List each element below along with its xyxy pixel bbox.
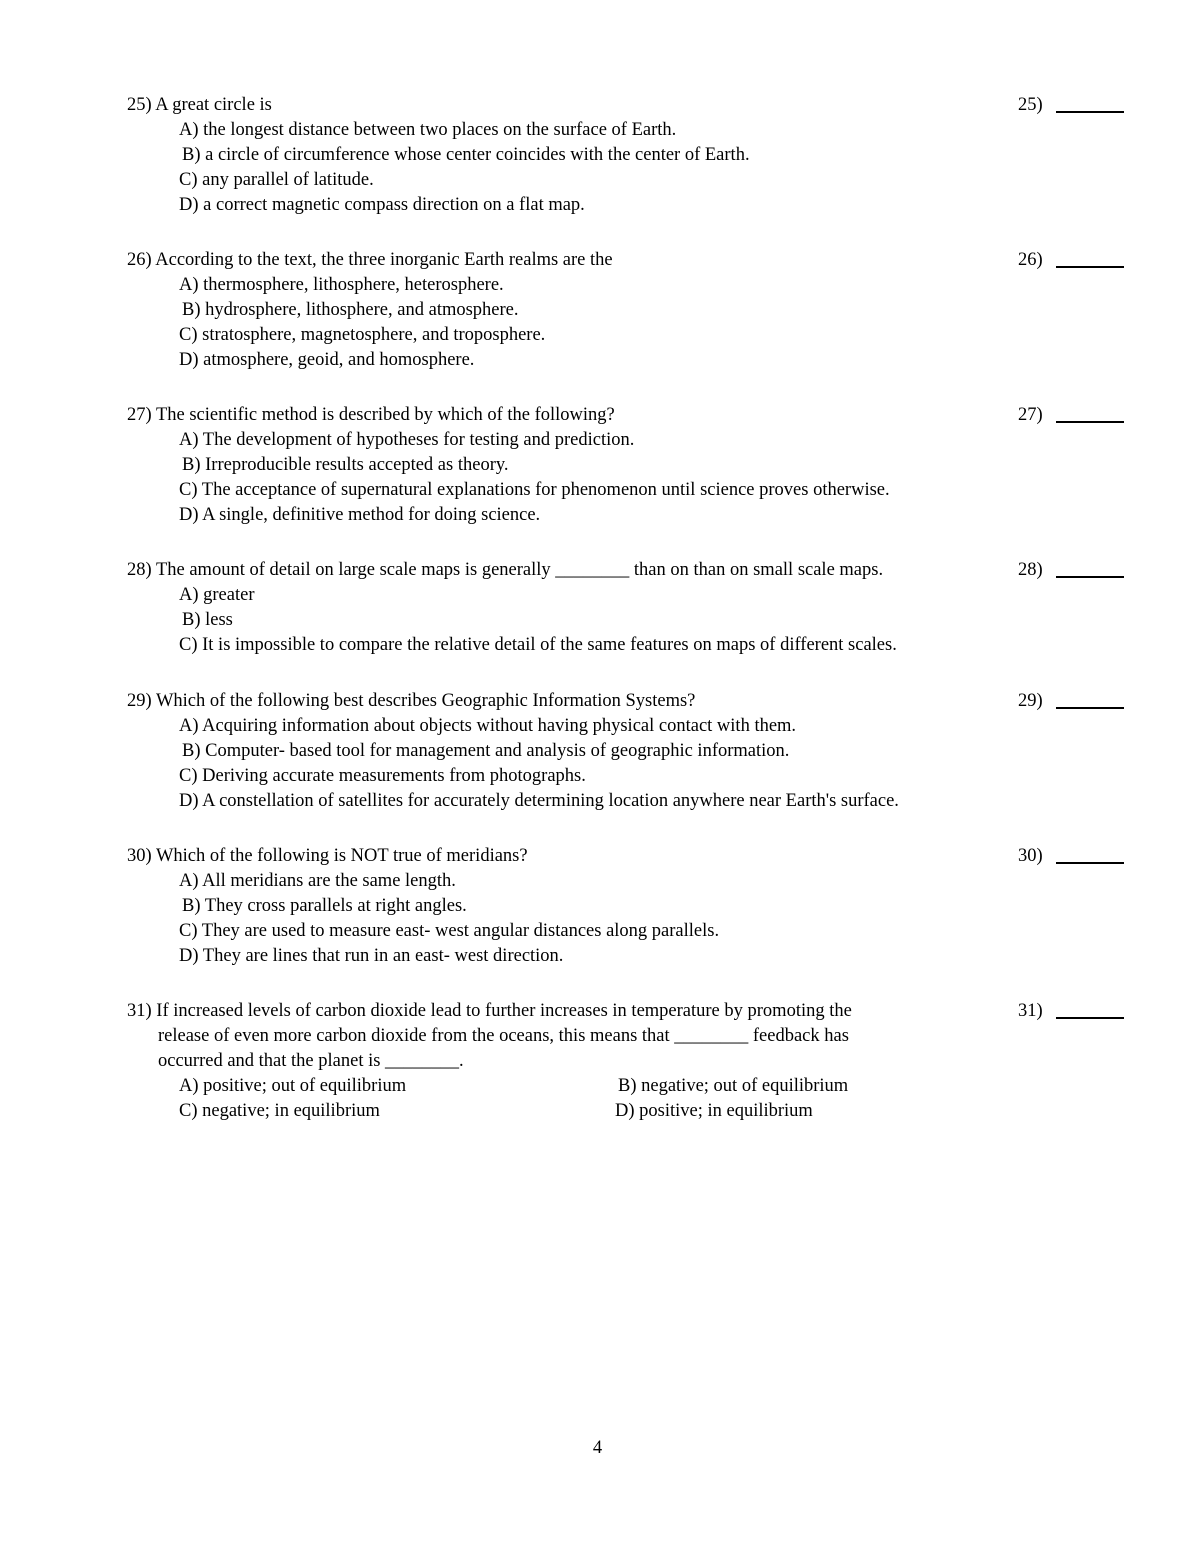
choice-b: B) They cross parallels at right angles. (182, 896, 467, 916)
choice-a: A) the longest distance between two places on the surface of Earth. (179, 120, 677, 140)
choice-c: C) negative; in equilibrium (179, 1101, 380, 1121)
question-stem-line-1: 31) If increased levels of carbon dioxide lead to further increases in temperature by promoting the (127, 1001, 852, 1021)
choice-b: B) a circle of circumference whose center coincides with the center of Earth. (182, 145, 750, 165)
choice-a: A) The development of hypotheses for testing and prediction. (179, 430, 635, 450)
choice-d: D) a correct magnetic compass direction on a flat map. (179, 195, 585, 215)
choice-b: B) less (182, 610, 233, 630)
answer-blank[interactable] (1056, 421, 1124, 423)
question-stem: 26) According to the text, the three inorganic Earth realms are the (127, 250, 613, 270)
answer-number: 31) (1018, 1001, 1043, 1021)
question-26 (127, 248, 1127, 373)
answer-blank[interactable] (1056, 1017, 1124, 1019)
choice-b: B) Computer- based tool for management and analysis of geographic information. (182, 741, 790, 761)
answer-blank[interactable] (1056, 266, 1124, 268)
question-30 (127, 844, 1127, 969)
question-stem: 25) A great circle is (127, 95, 272, 115)
answer-blank[interactable] (1056, 111, 1124, 113)
question-27 (127, 403, 1127, 528)
choice-a: A) greater (179, 585, 255, 605)
choice-b: B) Irreproducible results accepted as theory. (182, 455, 509, 475)
answer-number: 28) (1018, 560, 1043, 580)
choice-c: C) any parallel of latitude. (179, 170, 374, 190)
choice-d: D) A constellation of satellites for accurately determining location anywhere near Earth's surface. (179, 791, 899, 811)
choice-d: D) A single, definitive method for doing science. (179, 505, 541, 525)
answer-blank[interactable] (1056, 576, 1124, 578)
choice-c: C) It is impossible to compare the relative detail of the same features on maps of different scales. (179, 635, 897, 655)
choice-c: C) The acceptance of supernatural explanations for phenomenon until science proves otherwise. (179, 480, 890, 500)
answer-blank[interactable] (1056, 862, 1124, 864)
question-29 (127, 689, 1127, 814)
answer-number: 29) (1018, 691, 1043, 711)
question-31 (127, 999, 1127, 1124)
choice-c: C) stratosphere, magnetosphere, and troposphere. (179, 325, 546, 345)
question-stem: 28) The amount of detail on large scale maps is generally ________ than on than on small scale maps. (127, 560, 884, 580)
question-stem-line-3: occurred and that the planet is ________. (158, 1051, 464, 1071)
choice-c: C) They are used to measure east- west angular distances along parallels. (179, 921, 720, 941)
choice-b: B) negative; out of equilibrium (618, 1076, 849, 1096)
choice-d: D) atmosphere, geoid, and homosphere. (179, 350, 475, 370)
choice-b: B) hydrosphere, lithosphere, and atmosphere. (182, 300, 519, 320)
question-stem-line-2: release of even more carbon dioxide from the oceans, this means that ________ feedback has (158, 1026, 849, 1046)
choice-a: A) Acquiring information about objects without having physical contact with them. (179, 716, 797, 736)
choice-d: D) positive; in equilibrium (615, 1101, 813, 1121)
choice-a: A) positive; out of equilibrium (179, 1076, 407, 1096)
answer-number: 27) (1018, 405, 1043, 425)
question-stem: 29) Which of the following best describes Geographic Information Systems? (127, 691, 696, 711)
choice-d: D) They are lines that run in an east- west direction. (179, 946, 564, 966)
question-stem: 30) Which of the following is NOT true of meridians? (127, 846, 528, 866)
question-25 (127, 93, 1127, 218)
question-stem: 27) The scientific method is described by which of the following? (127, 405, 615, 425)
answer-number: 25) (1018, 95, 1043, 115)
page-number: 4 (592, 1438, 603, 1458)
answer-number: 26) (1018, 250, 1043, 270)
choice-c: C) Deriving accurate measurements from photographs. (179, 766, 586, 786)
answer-blank[interactable] (1056, 707, 1124, 709)
question-28 (127, 558, 1127, 658)
choice-a: A) All meridians are the same length. (179, 871, 456, 891)
choice-a: A) thermosphere, lithosphere, heterosphere. (179, 275, 504, 295)
answer-number: 30) (1018, 846, 1043, 866)
